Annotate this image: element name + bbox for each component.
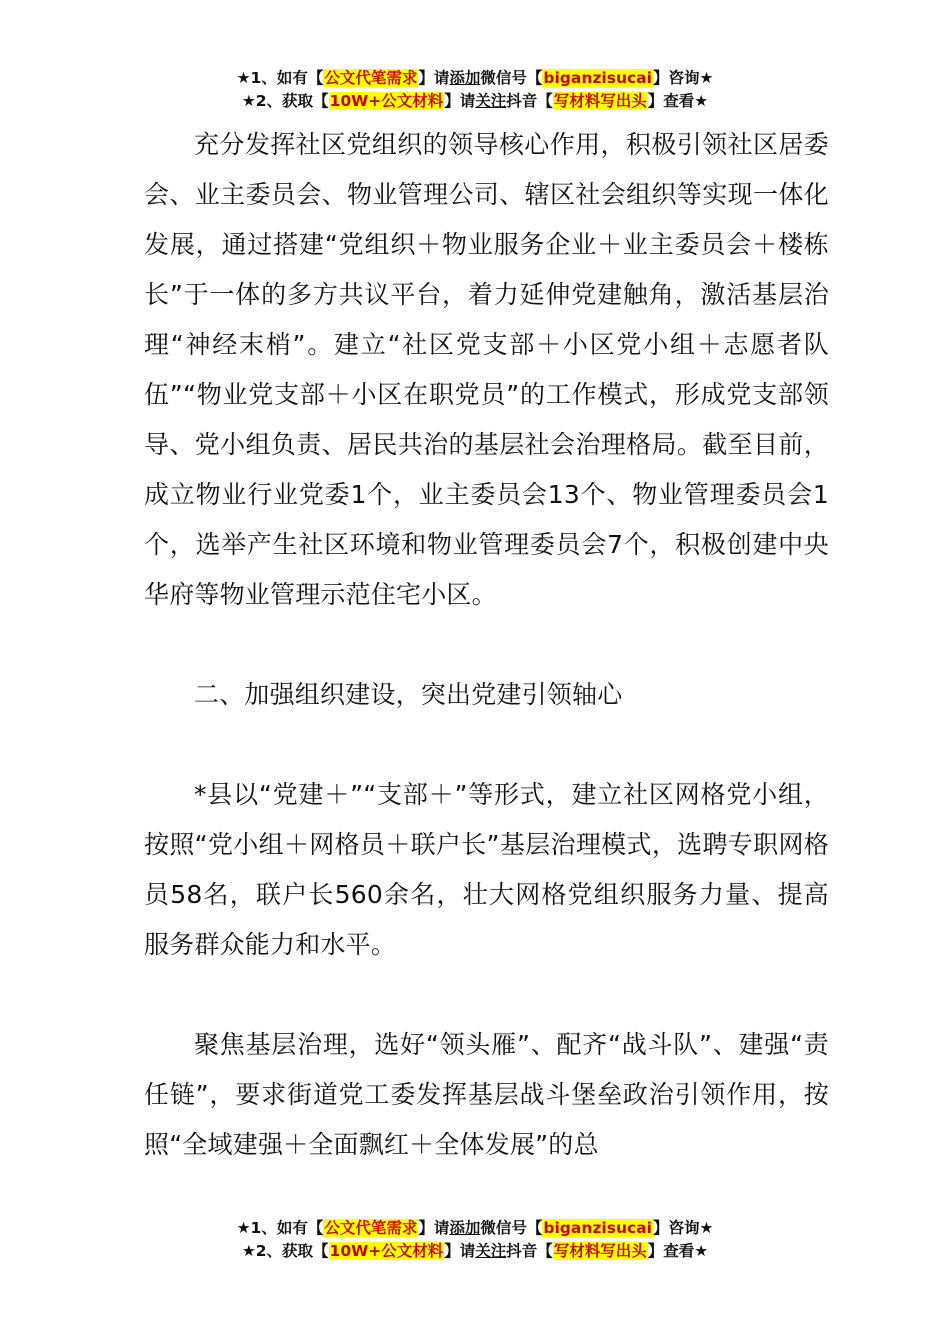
banner-highlight: biganzisucai (543, 69, 652, 87)
paragraph-spacer (144, 720, 829, 770)
banner-text: 微信号【 (480, 69, 543, 87)
banner-text: 】请 (444, 92, 476, 110)
document-body (144, 120, 829, 1170)
banner-underline: 关注 (475, 1242, 507, 1260)
banner-highlight: 写材料写出头 (553, 92, 647, 110)
banner-highlight: 公文代笔需求 (324, 69, 418, 87)
banner-underline: 添加 (449, 1219, 481, 1237)
watermark-banner-top (0, 67, 950, 113)
banner-highlight: 10W+公文材料 (329, 92, 444, 110)
paragraph-spacer (144, 970, 829, 1020)
banner-text: 】请 (444, 1242, 476, 1260)
banner-line-1 (0, 1217, 950, 1240)
banner-highlight: 写材料写出头 (553, 1242, 647, 1260)
paragraph-3: 聚焦基层治理，选好“领头雁”、配齐“战斗队”、建强“责任链”，要求街道党工委发挥基层战斗堡垒政治引领作用，按照“全域建强＋全面飘红＋全体发展”的总 (144, 1030, 829, 1159)
banner-text: ★2、获取【 (241, 92, 329, 110)
banner-line-2 (0, 1240, 950, 1263)
banner-text: 】咨询★ (652, 1219, 714, 1237)
paragraph-spacer (144, 620, 829, 670)
banner-text: 】咨询★ (652, 69, 714, 87)
banner-line-2 (0, 90, 950, 113)
banner-text: 】请 (418, 1219, 450, 1237)
paragraph-2: *县以“党建＋”“支部＋”等形式，建立社区网格党小组，按照“党小组＋网格员＋联户长”基层治理模式，选聘专职网格员58名，联户长560余名，壮大网格党组织服务力量、提高服务群众能力和水平。 (144, 780, 829, 959)
banner-text: 】请 (418, 69, 450, 87)
banner-text: 抖音【 (506, 1242, 553, 1260)
banner-text: ★1、如有【 (236, 69, 324, 87)
banner-highlight: biganzisucai (543, 1219, 652, 1237)
banner-text: ★1、如有【 (236, 1219, 324, 1237)
watermark-banner-bottom (0, 1217, 950, 1263)
banner-highlight: 10W+公文材料 (329, 1242, 444, 1260)
banner-underline: 添加 (449, 69, 481, 87)
banner-text: 微信号【 (480, 1219, 543, 1237)
banner-line-1 (0, 67, 950, 90)
banner-highlight: 公文代笔需求 (324, 1219, 418, 1237)
banner-text: 抖音【 (506, 92, 553, 110)
section-heading-2: 二、加强组织建设，突出党建引领轴心 (194, 680, 623, 709)
banner-text: ★2、获取【 (241, 1242, 329, 1260)
banner-text: 】查看★ (647, 92, 709, 110)
banner-underline: 关注 (475, 92, 507, 110)
paragraph-1: 充分发挥社区党组织的领导核心作用，积极引领社区居委会、业主委员会、物业管理公司、辖区社会组织等实现一体化发展，通过搭建“党组织＋物业服务企业＋业主委员会＋楼栋长”于一体的多方共议平台，着力延伸党建触角，激活基层治理“神经末梢”。建立“社区党支部＋小区党小组＋志愿者队伍”“物业党支部＋小区在职党员”的工作模式，形成党支部领导、党小组负责、居民共治的基层社会治理格局。截至目前，成立物业行业党委1个，业主委员会13个、物业管理委员会1个，选举产生社区环境和物业管理委员会7个，积极创建中央华府等物业管理示范住宅小区。 (144, 130, 829, 609)
banner-text: 】查看★ (647, 1242, 709, 1260)
